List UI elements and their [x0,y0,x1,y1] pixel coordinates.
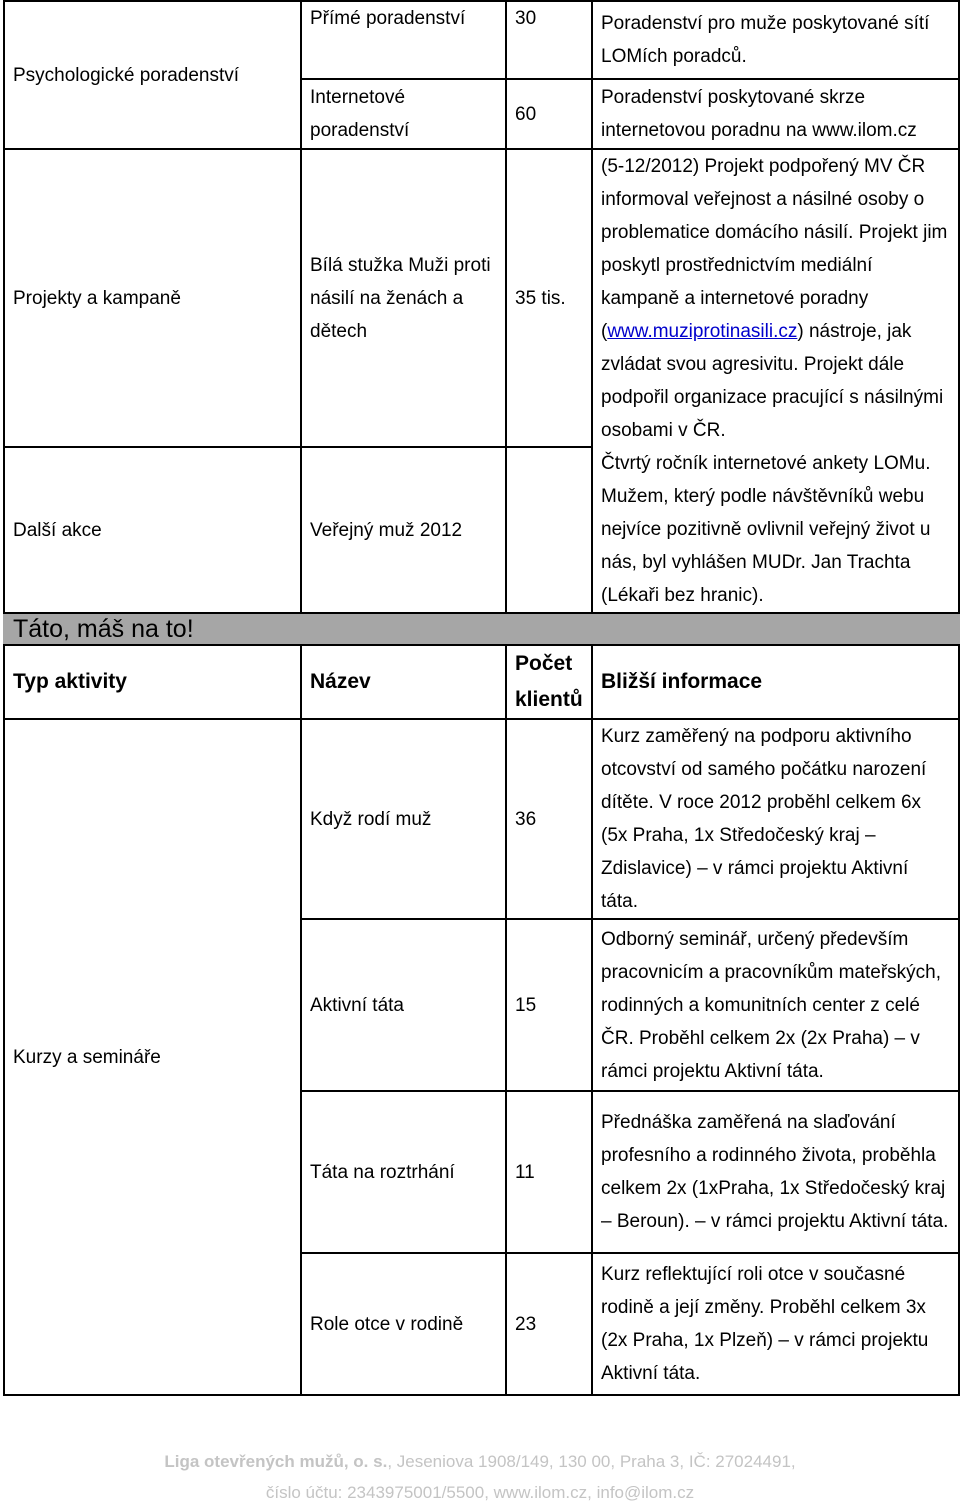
client-count: 11 [506,1091,592,1253]
activity-info: Poradenství pro muže poskytované sítí LOMích poradců. [592,1,959,79]
activity-type: Projekty a kampaně [4,149,301,447]
activity-name: Internetové poradenství [301,79,506,149]
client-count: 36 [506,719,592,919]
footer-line-1 [0,1447,960,1477]
client-count: 60 [506,79,592,149]
client-count: 15 [506,919,592,1091]
activity-name: Když rodí muž [301,719,506,919]
info-text: (5-12/2012) Projekt podpořený MV ČR informoval veřejnost a násilné osoby o problematice domácího násilí. Projekt jim poskytl prostřednictvím mediální kampaně a internetové poradny ( [601,156,948,342]
activity-name: Táta na roztrhání [301,1091,506,1253]
header-row [4,645,959,719]
header-info: Bližší informace [592,645,959,719]
footer-org: Liga otevřených mužů, o. s. [164,1452,388,1471]
activity-info: Přednáška zaměřená na slaďování profesního a rodinného života, proběhla celkem 2x (1xPraha, 1x Středočeský kraj – Beroun). – v rámci projektu Aktivní táta. [592,1091,959,1253]
table-row [4,719,959,919]
section-row [4,613,959,645]
table-row [4,1,959,79]
footer-line-2: číslo účtu: 2343975001/5500, www.ilom.cz, info@ilom.cz [265,1483,695,1502]
client-count: 30 [506,1,592,79]
activity-info: Čtvrtý ročník internetové ankety LOMu. Mužem, který podle návštěvníků webu nejvíce pozitivně ovlivnil veřejný život u nás, byl vyhlášen MUDr. Jan Trachta (Lékaři bez hranic). [592,447,959,613]
footer-address: , Jeseniova 1908/149, 130 00, Praha 3, IČ: 27024491, [387,1452,796,1471]
header-type: Typ aktivity [4,645,301,719]
activity-name: Veřejný muž 2012 [301,447,506,613]
activity-name: Přímé poradenství [301,1,506,79]
project-link[interactable]: www.muziprotinasili.cz [607,321,798,342]
activity-info: Kurz reflektující roli otce v současné rodině a její změny. Proběhl celkem 3x (2x Praha, 1x Plzeň) – v rámci projektu Aktivní táta. [592,1253,959,1395]
activity-info: Odborný seminář, určený především pracovnicím a pracovníkům mateřských, rodinných a komunitních center z celé ČR. Proběhl celkem 2x (2x Praha) – v rámci projektu Aktivní táta. [592,919,959,1091]
activity-name: Role otce v rodině [301,1253,506,1395]
activity-info: Kurz zaměřený na podporu aktivního otcovství od samého počátku narození dítěte. V roce 2012 proběhl celkem 6x (5x Praha, 1x Středočeský kraj – Zdislavice) – v rámci projektu Aktivní táta. [592,719,959,919]
table-row [4,149,959,447]
activity-type: Psychologické poradenství [4,1,301,149]
table-row [4,447,959,613]
activities-table [3,0,960,1396]
header-count: Počet klientů [506,645,592,719]
activity-type: Další akce [4,447,301,613]
client-count: 23 [506,1253,592,1395]
section-title: Táto, máš na to! [4,613,959,645]
client-count: 35 tis. [506,149,592,447]
header-name: Název [301,645,506,719]
client-count [506,447,592,613]
activity-name: Aktivní táta [301,919,506,1091]
activity-info [592,149,959,447]
activity-type: Kurzy a semináře [4,719,301,1395]
activity-name: Bílá stužka Muži proti násilí na ženách a dětech [301,149,506,447]
activity-info: Poradenství poskytované skrze internetovou poradnu na www.ilom.cz [592,79,959,149]
info-text: ) nástroje, jak zvládat svou agresivitu. Projekt dále podpořil organizace pracující s násilnými osobami v ČR. [601,321,944,441]
